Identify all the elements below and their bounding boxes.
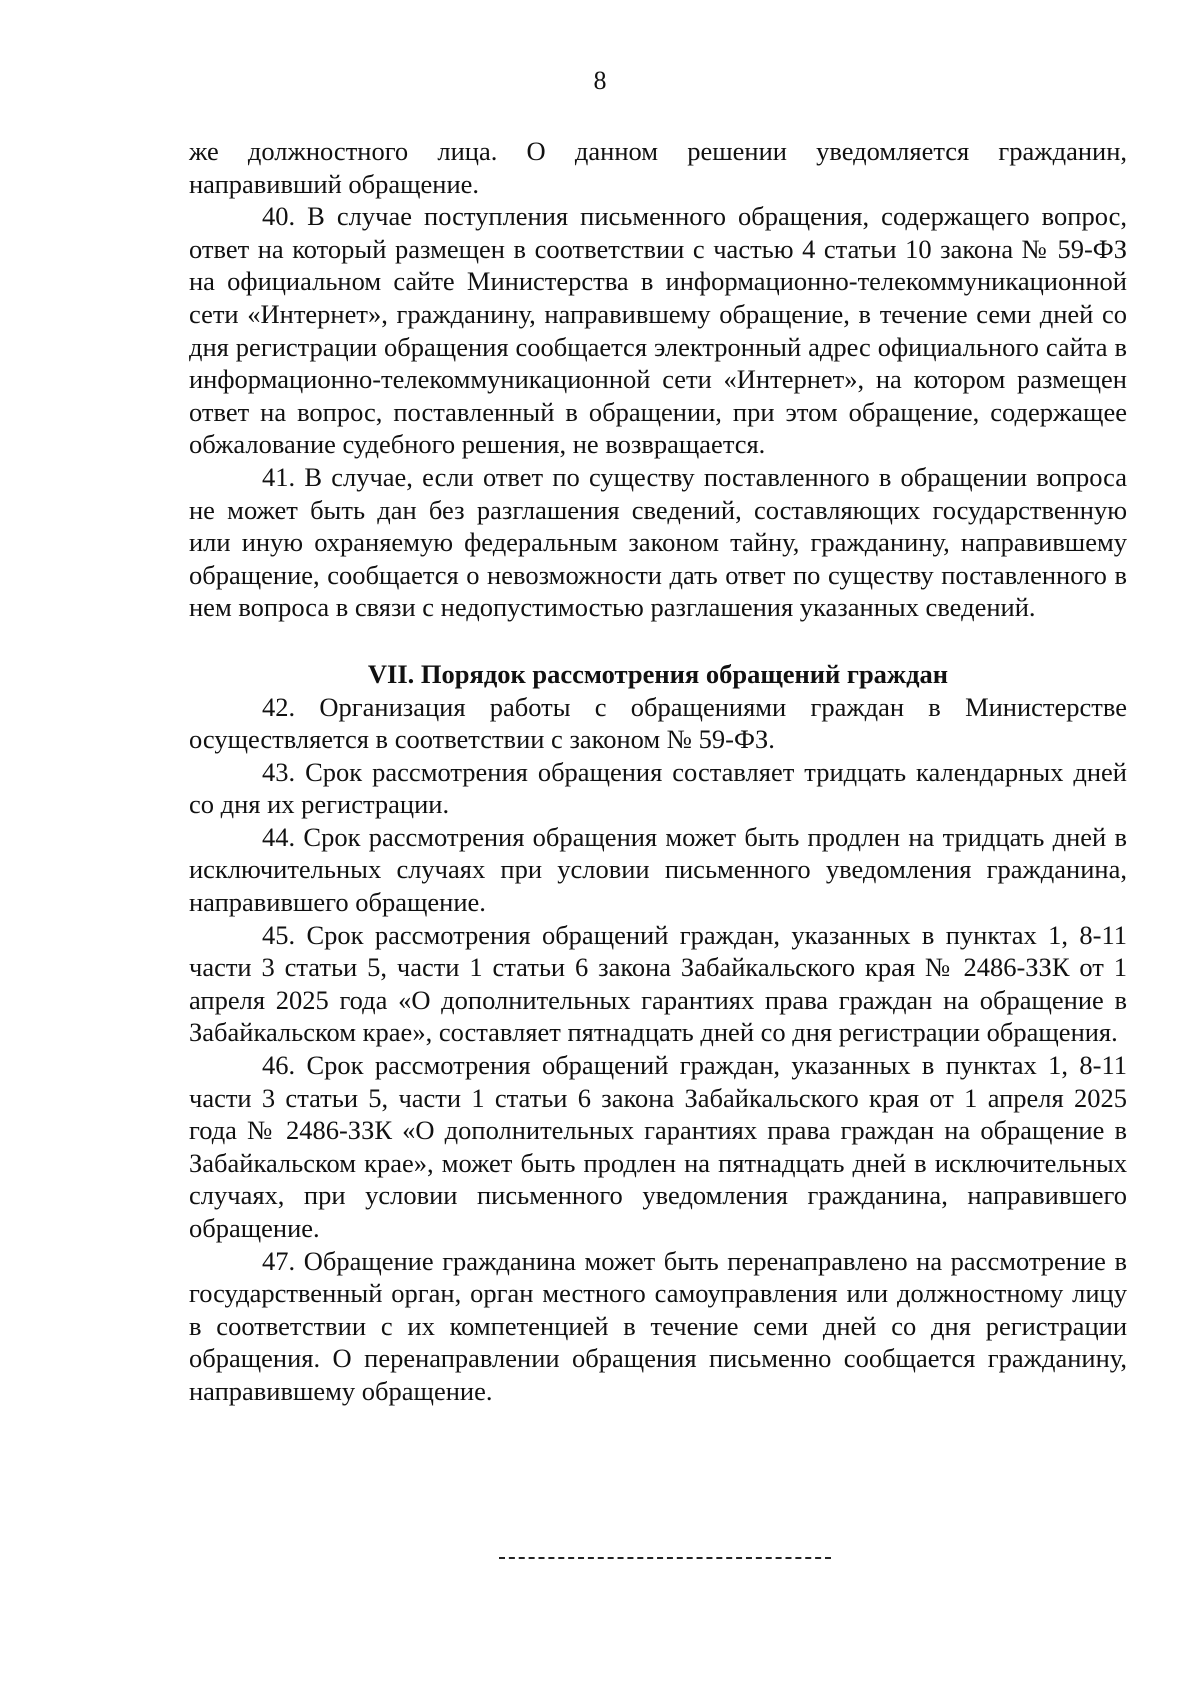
paragraph-43: 43. Срок рассмотрения обращения составляет тридцать календарных дней со дня их регистрации. bbox=[189, 756, 1127, 820]
paragraph-continuation: же должностного лица. О данном решении уведомляется гражданин, направивший обращение. bbox=[189, 136, 1127, 199]
paragraph-41: 41. В случае, если ответ по существу поставленного в обращении вопроса не может быть дан без разглашения сведений, составляющих государственную или иную охраняемую федеральным законом тайну, гражданину, направившему обращение, сообщается о невозможности дать ответ по существу поставленного в нем вопроса в связи с недопустимостью разглашения указанных сведений. bbox=[189, 461, 1127, 623]
section-heading: VII. Порядок рассмотрения обращений граждан bbox=[367, 658, 949, 689]
page-number: 8 bbox=[593, 66, 607, 95]
end-of-text-rule bbox=[499, 1557, 831, 1559]
paragraph-45: 45. Срок рассмотрения обращений граждан, указанных в пунктах 1, 8-11 части 3 статьи 5, части 1 статьи 6 закона Забайкальского края № 2486-ЗЗК от 1 апреля 2025 года «О дополнительных гарантиях права граждан на обращение в Забайкальском крае», составляет пятнадцать дней со дня регистрации обращения. bbox=[189, 919, 1127, 1048]
paragraph-44: 44. Срок рассмотрения обращения может быть продлен на тридцать дней в исключительных случаях при условии письменного уведомления гражданина, направившего обращение. bbox=[189, 821, 1127, 918]
document-body bbox=[189, 135, 1127, 1408]
paragraph-47: 47. Обращение гражданина может быть перенаправлено на рассмотрение в государственный орган, орган местного самоуправления или должностному лицу в соответствии с их компетенцией в течение семи дней со дня регистрации обращения. О перенаправлении обращения письменно сообщается гражданину, направившему обращение. bbox=[189, 1245, 1127, 1406]
paragraph-42: 42. Организация работы с обращениями граждан в Министерстве осуществляется в соответствии с законом № 59-ФЗ. bbox=[189, 691, 1127, 755]
paragraph-46: 46. Срок рассмотрения обращений граждан, указанных в пунктах 1, 8-11 части 3 статьи 5, части 1 статьи 6 закона Забайкальского края от 1 апреля 2025 года № 2486-ЗЗК «О дополнительных гарантиях права граждан на обращение в Забайкальском крае», может быть продлен на пятнадцать дней в исключительных случаях, при условии письменного уведомления гражданина, направившего обращение. bbox=[189, 1050, 1127, 1243]
paragraph-40: 40. В случае поступления письменного обращения, содержащего вопрос, ответ на который размещен в соответствии с частью 4 статьи 10 закона № 59-ФЗ на официальном сайте Министерства в информационно-телекоммуникационной сети «Интернет», гражданину, направившему обращение, в течение семи дней со дня регистрации обращения сообщается электронный адрес официального сайта в информационно-телекоммуникационной сети «Интернет», на котором размещен ответ на вопрос, поставленный в обращении, при этом обращение, содержащее обжалование судебного решения, не возвращается. bbox=[189, 201, 1127, 460]
